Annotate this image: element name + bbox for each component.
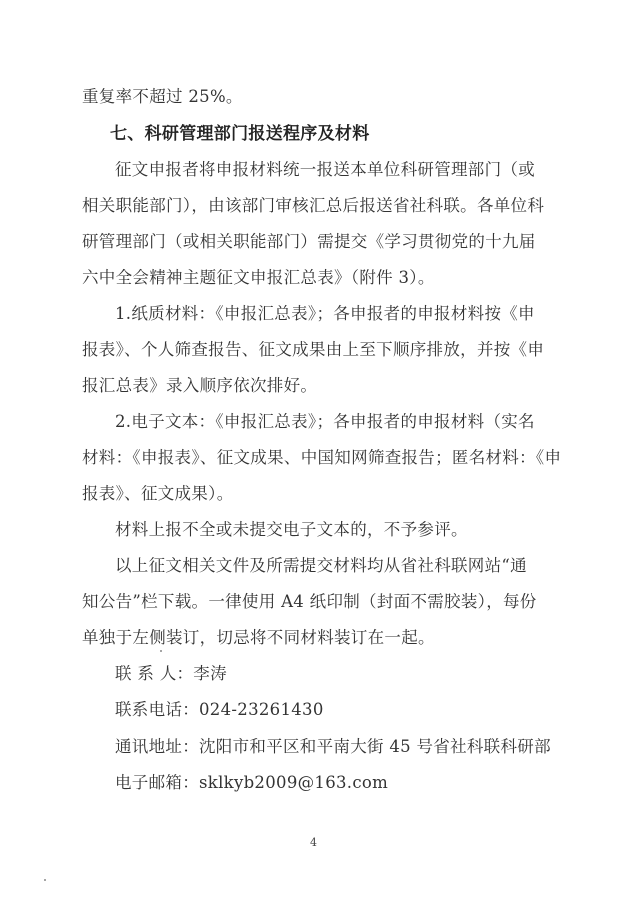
paragraph-line: 材料：《申报表》、征文成果、中国知网筛查报告；匿名材料：《申	[82, 448, 562, 467]
paragraph-line: 2.电子文本：《申报汇总表》；各申报者的申报材料（实名	[115, 412, 535, 431]
paragraph-line: 重复率不超过 25%。	[82, 87, 243, 106]
paragraph-line: 材料上报不全或未提交电子文本的，不予参评。	[115, 520, 468, 539]
paragraph-line: 以上征文相关文件及所需提交材料均从省社科联网站“通	[115, 556, 527, 575]
contact-phone: 联系电话：024-23261430	[115, 700, 324, 719]
paragraph-line: 相关职能部门），由该部门审核汇总后报送省社科联。各单位科	[82, 196, 545, 215]
scan-speck	[160, 650, 162, 652]
section-heading: 七、科研管理部门报送程序及材料	[110, 124, 370, 144]
paragraph-line: 单独于左侧装订，切忌将不同材料装订在一起。	[82, 628, 435, 647]
contact-person: 联 系 人：李涛	[115, 664, 227, 683]
paragraph-line: 报汇总表》录入顺序依次排好。	[82, 376, 318, 395]
contact-email: 电子邮箱：sklkyb2009@163.com	[115, 773, 389, 792]
paragraph-line: 报表》、个人筛查报告、征文成果由上至下顺序排放，并按《申	[82, 340, 545, 359]
paragraph-line: 知公告”栏下载。一律使用 A4 纸印制（封面不需胶装），每份	[82, 592, 537, 611]
paragraph-line: 报表》、征文成果）。	[82, 484, 234, 503]
paragraph-line: 1.纸质材料：《申报汇总表》；各申报者的申报材料按《申	[115, 304, 535, 323]
paragraph-line: 六中全会精神主题征文申报汇总表》（附件 3）。	[82, 268, 435, 287]
contact-address: 通讯地址：沈阳市和平区和平南大街 45 号省社科联科研部	[115, 737, 551, 756]
paragraph-line: 征文申报者将申报材料统一报送本单位科研管理部门（或	[115, 160, 535, 179]
paragraph-line: 研管理部门（或相关职能部门）需提交《学习贯彻党的十九届	[82, 232, 536, 251]
scan-speck	[44, 879, 46, 881]
page-number: 4	[310, 836, 317, 849]
